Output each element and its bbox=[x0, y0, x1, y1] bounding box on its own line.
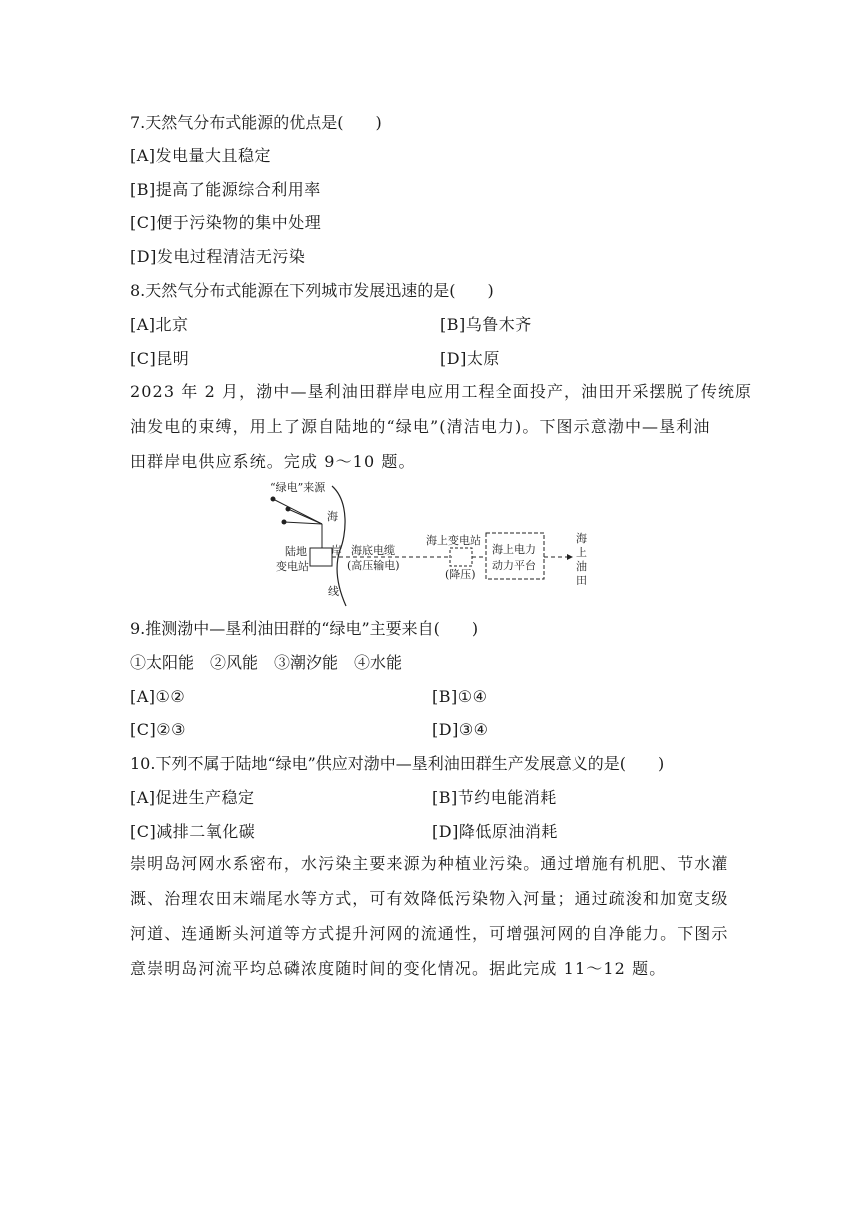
passage-line: 溉、治理农田末端尾水等方式，可有效降低污染物入河量；通过疏浚和加宽支级 bbox=[130, 889, 729, 908]
passage-line: 田群岸电供应系统。完成 9～10 题。 bbox=[130, 452, 416, 471]
power-source-dots bbox=[271, 497, 291, 525]
land-substation-box bbox=[310, 548, 332, 566]
q8-option-a: [A]北京 bbox=[130, 315, 189, 334]
q9-option-d: [D]③④ bbox=[432, 720, 489, 739]
passage-chongming-rivers bbox=[130, 846, 730, 986]
q7-option-c: [C]便于污染物的集中处理 bbox=[130, 213, 322, 232]
sea-label: 海 bbox=[327, 510, 338, 523]
platform-label-2: 动力平台 bbox=[492, 559, 536, 572]
q9-option-b: [B]①④ bbox=[432, 687, 488, 706]
offshore-station-label: 海上变电站 bbox=[426, 534, 481, 547]
coast-label-top: 岸 bbox=[331, 544, 342, 557]
oilfield-char-3: 油 bbox=[576, 560, 587, 573]
cable-label-1: 海底电缆 bbox=[351, 544, 395, 557]
q7-option-b: [B]提高了能源综合利用率 bbox=[130, 180, 321, 199]
q8-option-d: [D]太原 bbox=[440, 349, 500, 368]
q10-option-d: [D]降低原油消耗 bbox=[432, 822, 558, 841]
q9-option-a: [A]①② bbox=[130, 687, 186, 706]
q7-stem: 7.天然气分布式能源的优点是( ) bbox=[130, 113, 382, 132]
q9-stem: 9.推测渤中—垦利油田群的“绿电”主要来自( ) bbox=[130, 619, 479, 638]
passage-line: 油发电的束缚，用上了源自陆地的“绿电”(清洁电力)。下图示意渤中—垦利油 bbox=[130, 417, 711, 436]
green-power-source-label: “绿电”来源 bbox=[270, 481, 326, 494]
q8-option-c: [C]昆明 bbox=[130, 349, 190, 368]
oilfield-char-4: 田 bbox=[576, 574, 587, 587]
passage-line: 崇明岛河网水系密布，水污染主要来源为种植业污染。通过增施有机肥、节水灌 bbox=[130, 854, 729, 873]
q7-option-a: [A]发电量大且稳定 bbox=[130, 146, 272, 165]
coast-label-bottom: 线 bbox=[328, 585, 339, 598]
land-station-label-1: 陆地 bbox=[285, 545, 307, 558]
passage-line: 河道、连通断头河道等方式提升河网的流通性，可增强河网的自净能力。下图示 bbox=[130, 924, 729, 943]
q9-choices: ①太阳能 ②风能 ③潮汐能 ④水能 bbox=[130, 653, 403, 672]
q10-option-c: [C]减排二氧化碳 bbox=[130, 822, 256, 841]
offshore-substation-box bbox=[450, 548, 472, 566]
q10-option-b: [B]节约电能消耗 bbox=[432, 788, 557, 807]
cable-label-2: (高压输电) bbox=[347, 559, 400, 572]
q10-stem: 10.下列不属于陆地“绿电”供应对渤中—垦利油田群生产发展意义的是( ) bbox=[130, 754, 665, 773]
q7-option-d: [D]发电过程清洁无污染 bbox=[130, 247, 306, 266]
passage-bohai-green-power bbox=[130, 374, 753, 479]
passage-line: 意崇明岛河流平均总磷浓度随时间的变化情况。据此完成 11～12 题。 bbox=[130, 959, 667, 978]
platform-label-1: 海上电力 bbox=[492, 543, 536, 556]
q8-option-b: [B]乌鲁木齐 bbox=[440, 315, 532, 334]
q9-option-c: [C]②③ bbox=[130, 720, 186, 739]
power-source-lines bbox=[273, 499, 322, 524]
land-station-label-2: 变电站 bbox=[276, 560, 309, 573]
shore-power-diagram bbox=[250, 478, 600, 608]
oilfield-char-1: 海 bbox=[576, 532, 587, 545]
q8-stem: 8.天然气分布式能源在下列城市发展迅速的是( ) bbox=[130, 281, 494, 300]
passage-line: 2023 年 2 月，渤中—垦利油田群岸电应用工程全面投产，油田开采摆脱了传统原 bbox=[130, 382, 753, 401]
offshore-station-note: (降压) bbox=[445, 568, 476, 581]
q10-option-a: [A]促进生产稳定 bbox=[130, 788, 255, 807]
oilfield-char-2: 上 bbox=[576, 546, 587, 559]
power-platform-box bbox=[486, 533, 544, 579]
